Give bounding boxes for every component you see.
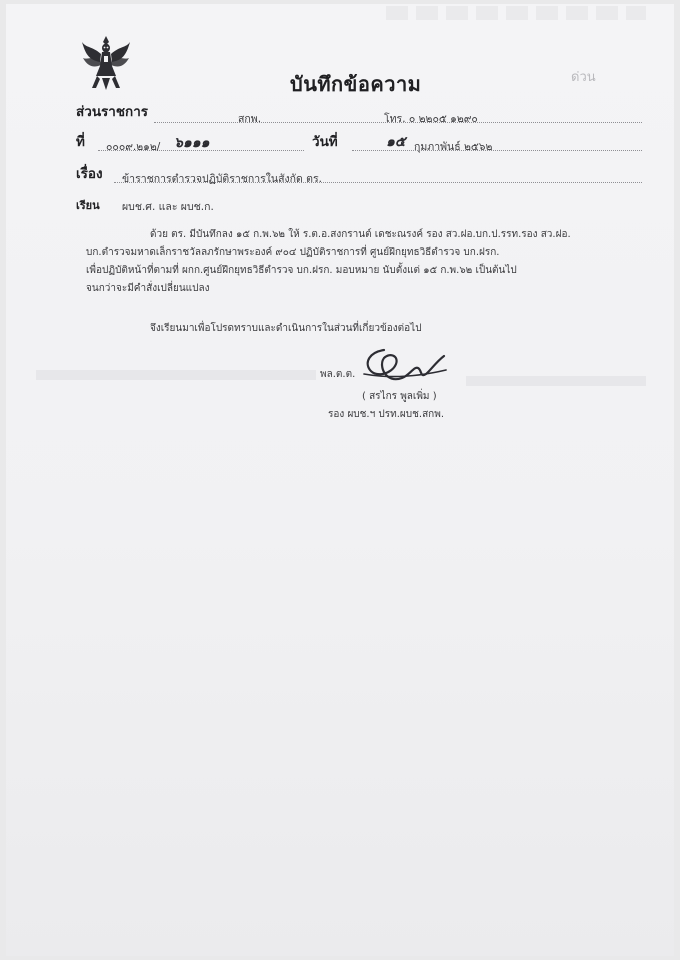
memo-page (6, 4, 674, 956)
bleed-through-line (36, 370, 316, 380)
subject-value: ข้าราชการตำรวจปฏิบัติราชการในสังกัด ตร. (122, 173, 322, 185)
bleed-through-line (466, 376, 646, 386)
department-label: ส่วนราชการ (76, 104, 149, 120)
phone-value: โทร. ๐ ๒๒๐๕ ๑๒๙๐ (384, 113, 478, 125)
body-line-1: ด้วย ตร. มีบันทึกลง ๑๕ ก.พ.๖๒ ให้ ร.ต.อ.สงกรานต์ เดชะณรงค์ รอง สว.ฝอ.บก.ป.รรท.รอง สว.ฝอ. (150, 229, 571, 240)
bleed-through-text (386, 6, 646, 20)
signature-position: รอง ผบช.ฯ ปรท.ผบช.สกพ. (328, 409, 444, 420)
faded-stamp: ด่วน (571, 70, 596, 85)
body-line-3: เพื่อปฏิบัติหน้าที่ตามที่ ผกก.ศูนย์ฝึกยุทธวิธีตำรวจ บก.ฝรก. มอบหมาย นับตั้งแต่ ๑๕ ก.พ.๖๒ เป็นต้นไป (86, 265, 517, 276)
date-label: วันที่ (312, 134, 338, 150)
to-label: เรียน (76, 199, 100, 212)
date-value: กุมภาพันธ์ ๒๕๖๒ (414, 141, 493, 153)
department-value: สกพ. (238, 113, 262, 125)
closing-line: จึงเรียนมาเพื่อโปรดทราบและดำเนินการในส่วนที่เกี่ยวข้องต่อไป (150, 323, 422, 334)
ref-label: ที่ (76, 134, 85, 150)
to-value: ผบช.ศ. และ ผบช.ก. (122, 201, 214, 213)
memo-title: บันทึกข้อความ (290, 72, 422, 96)
garuda-emblem-icon (80, 34, 132, 92)
date-handwritten-day: ๑๕ (386, 134, 406, 150)
ref-value: ๐๐๐๙.๒๑๒/ (106, 141, 161, 153)
handwritten-signature (356, 344, 448, 388)
body-line-2: บก.ตำรวจมหาดเล็กราชวัลลภรักษาพระองค์ ๙๐๔ ปฏิบัติราชการที่ ศูนย์ฝึกยุทธวิธีตำรวจ บก.ฝรก. (86, 247, 500, 258)
subject-label: เรื่อง (76, 166, 103, 182)
body-line-4: จนกว่าจะมีคำสั่งเปลี่ยนแปลง (86, 283, 210, 294)
ref-handwritten-number: ๖๑๑๑ (174, 135, 210, 151)
signature-rank: พล.ต.ต. (320, 369, 356, 380)
signature-name: ( สรไกร พูลเพิ่ม ) (362, 391, 437, 402)
